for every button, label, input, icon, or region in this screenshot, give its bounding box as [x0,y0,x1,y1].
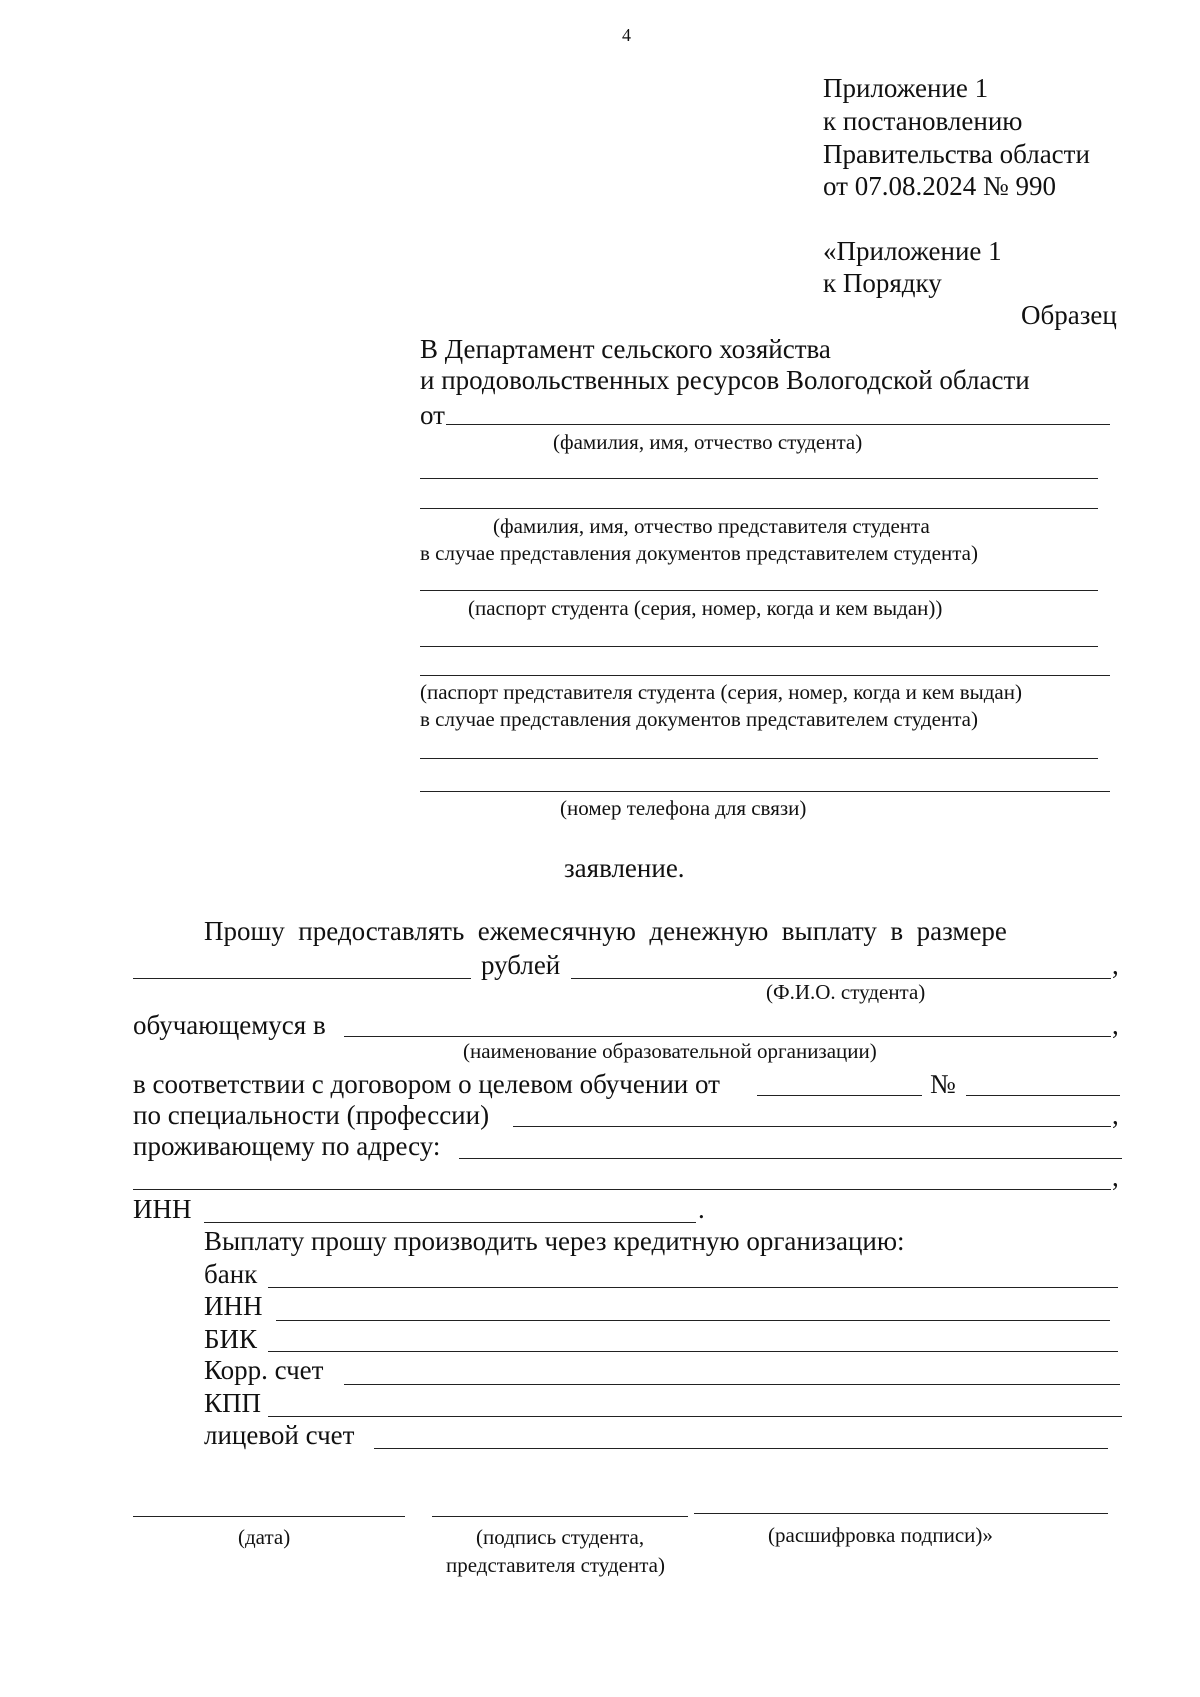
header-date-number: от 07.08.2024 № 990 [823,171,1056,201]
signature-field[interactable] [432,1487,688,1517]
rep-name-field-2[interactable] [420,479,1098,509]
address-label: проживающему по адресу: [133,1131,441,1161]
document-title: заявление. [564,853,685,883]
rep-passport-field-2[interactable] [420,646,1110,676]
signature-caption-2: представителя студента) [446,1553,665,1577]
corr-field[interactable] [344,1355,1120,1385]
rep-name-field-1[interactable] [420,449,1098,479]
caption-phone: (номер телефона для связи) [560,796,807,820]
org-field[interactable] [344,1007,1111,1037]
payment-line: Выплату прошу производить через кредитную организацию: [204,1226,905,1256]
bank-label: банк [204,1259,258,1289]
bank-inn-label: ИНН [204,1291,263,1321]
kpp-label: КПП [204,1388,262,1418]
comma-4: , [1112,1162,1119,1192]
header-resolution: к постановлению [823,106,1023,136]
caption-rep-passport-2: в случае представления документов представителем студента) [420,707,978,731]
specialty-label: по специальности (профессии) [133,1100,490,1130]
inn-field[interactable] [204,1193,696,1223]
rep-passport-field-1[interactable] [420,617,1098,647]
caption-rep-passport-1: (паспорт представителя студента (серия, номер, когда и кем выдан) [420,680,1022,704]
amount-field[interactable] [133,949,471,979]
caption-org: (наименование образовательной организации) [463,1039,877,1063]
student-passport-field[interactable] [420,561,1098,591]
bank-field[interactable] [268,1258,1118,1288]
header-government: Правительства области [823,139,1090,169]
header-appendix: Приложение 1 [823,73,989,103]
caption-fio: (Ф.И.О. студента) [766,980,926,1004]
account-field[interactable] [374,1419,1108,1449]
corr-label: Корр. счет [204,1355,324,1385]
studying-label: обучающемуся в [133,1010,326,1040]
caption-rep-name-1: (фамилия, имя, отчество представителя студента [493,514,930,538]
address-field-1[interactable] [459,1129,1122,1159]
caption-rep-name-2: в случае представления документов представителем студента) [420,541,978,565]
student-name-field[interactable] [446,395,1110,425]
bik-label: БИК [204,1324,258,1354]
page-number: 4 [622,25,631,45]
comma-1: , [1112,950,1119,980]
header-order: к Порядку [823,268,942,298]
addressee-line-1: В Департамент сельского хозяйства [420,334,831,364]
date-caption: (дата) [238,1525,291,1549]
address-field-2[interactable] [133,1160,1111,1190]
kpp-field[interactable] [268,1387,1122,1417]
decoding-caption: (расшифровка подписи)» [768,1523,993,1547]
bik-field[interactable] [268,1322,1118,1352]
caption-student-passport: (паспорт студента (серия, номер, когда и кем выдан)) [468,596,943,620]
request-line: Прошу предоставлять ежемесячную денежную выплату в размере [204,916,1007,946]
number-sign: № [930,1069,956,1099]
phone-field-2[interactable] [420,762,1110,792]
decoding-field[interactable] [694,1484,1108,1514]
from-label: от [420,400,445,430]
contract-date-field[interactable] [757,1066,922,1096]
inn-label: ИНН [133,1194,192,1224]
header-appendix-order: «Приложение 1 [823,236,1002,266]
date-field[interactable] [133,1487,405,1517]
phone-field-1[interactable] [420,729,1098,759]
comma-3: , [1112,1100,1119,1130]
signature-caption-1: (подпись студента, [476,1525,645,1549]
student-fio-field[interactable] [571,949,1111,979]
account-label: лицевой счет [204,1420,355,1450]
addressee-line-2: и продовольственных ресурсов Вологодской области [420,365,1030,395]
inn-period: . [698,1194,705,1224]
sample-label: Образец [1021,300,1117,330]
comma-2: , [1112,1010,1119,1040]
rubles-label: рублей [481,950,561,980]
bank-inn-field[interactable] [276,1291,1110,1321]
caption-student-name: (фамилия, имя, отчество студента) [553,430,863,454]
specialty-field[interactable] [513,1097,1111,1127]
contract-label: в соответствии с договором о целевом обучении от [133,1069,720,1099]
contract-number-field[interactable] [966,1066,1120,1096]
